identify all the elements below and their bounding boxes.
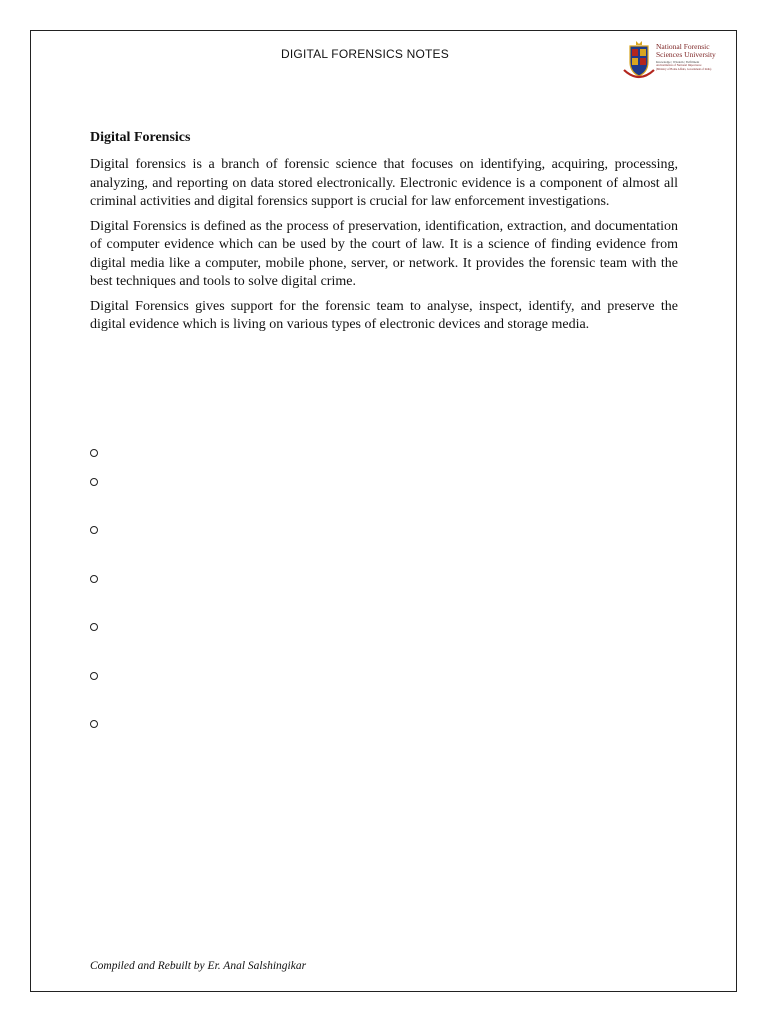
bullet-icon	[90, 575, 98, 583]
bullet-icon	[90, 623, 98, 631]
university-crest-icon	[622, 40, 656, 82]
university-subtitle-line2: (Ministry of Home Affairs, Government of India)	[656, 67, 712, 71]
bullet-icon	[90, 478, 98, 486]
university-logo	[622, 40, 734, 84]
paragraph-process: Digital Forensics is defined as the process of preservation, identification, extraction, and documentation of computer evidence which can be used by the court of law. It is a science of finding evidence from digital media like a computer, mobile phone, server, or network. It provides the forensic team with the best techniques and tools to solve digital crime.	[90, 218, 678, 289]
university-subtitle-line1: An Institution of National Importance	[656, 63, 702, 67]
university-name-block	[656, 43, 736, 71]
bullet-icon	[90, 720, 98, 728]
bullet-icon	[90, 449, 98, 457]
page-header-title: DIGITAL FORENSICS NOTES	[281, 47, 449, 61]
paragraph-support: Digital Forensics gives support for the forensic team to analyse, inspect, identify, and preserve the digital evidence which is living on various types of electronic devices and storage media.	[90, 298, 678, 332]
university-tagline: Knowledge | Wisdom | Fulfilment	[656, 60, 700, 64]
bullet-icon	[90, 672, 98, 680]
paragraph-definition: Digital forensics is a branch of forensic science that focuses on identifying, acquiring, processing, analyzing, and reporting on data stored electronically. Electronic evidence is a component of almost all criminal activities and digital forensics support is crucial for law enforcement investigations.	[90, 157, 678, 209]
university-name-line1: National Forensic	[656, 42, 710, 51]
footer-credit: Compiled and Rebuilt by Er. Anal Salshingikar	[90, 960, 307, 972]
section-heading: Digital Forensics	[90, 130, 191, 145]
university-name-line2: Sciences University	[656, 50, 716, 59]
bullet-icon	[90, 526, 98, 534]
main-content	[90, 128, 678, 341]
